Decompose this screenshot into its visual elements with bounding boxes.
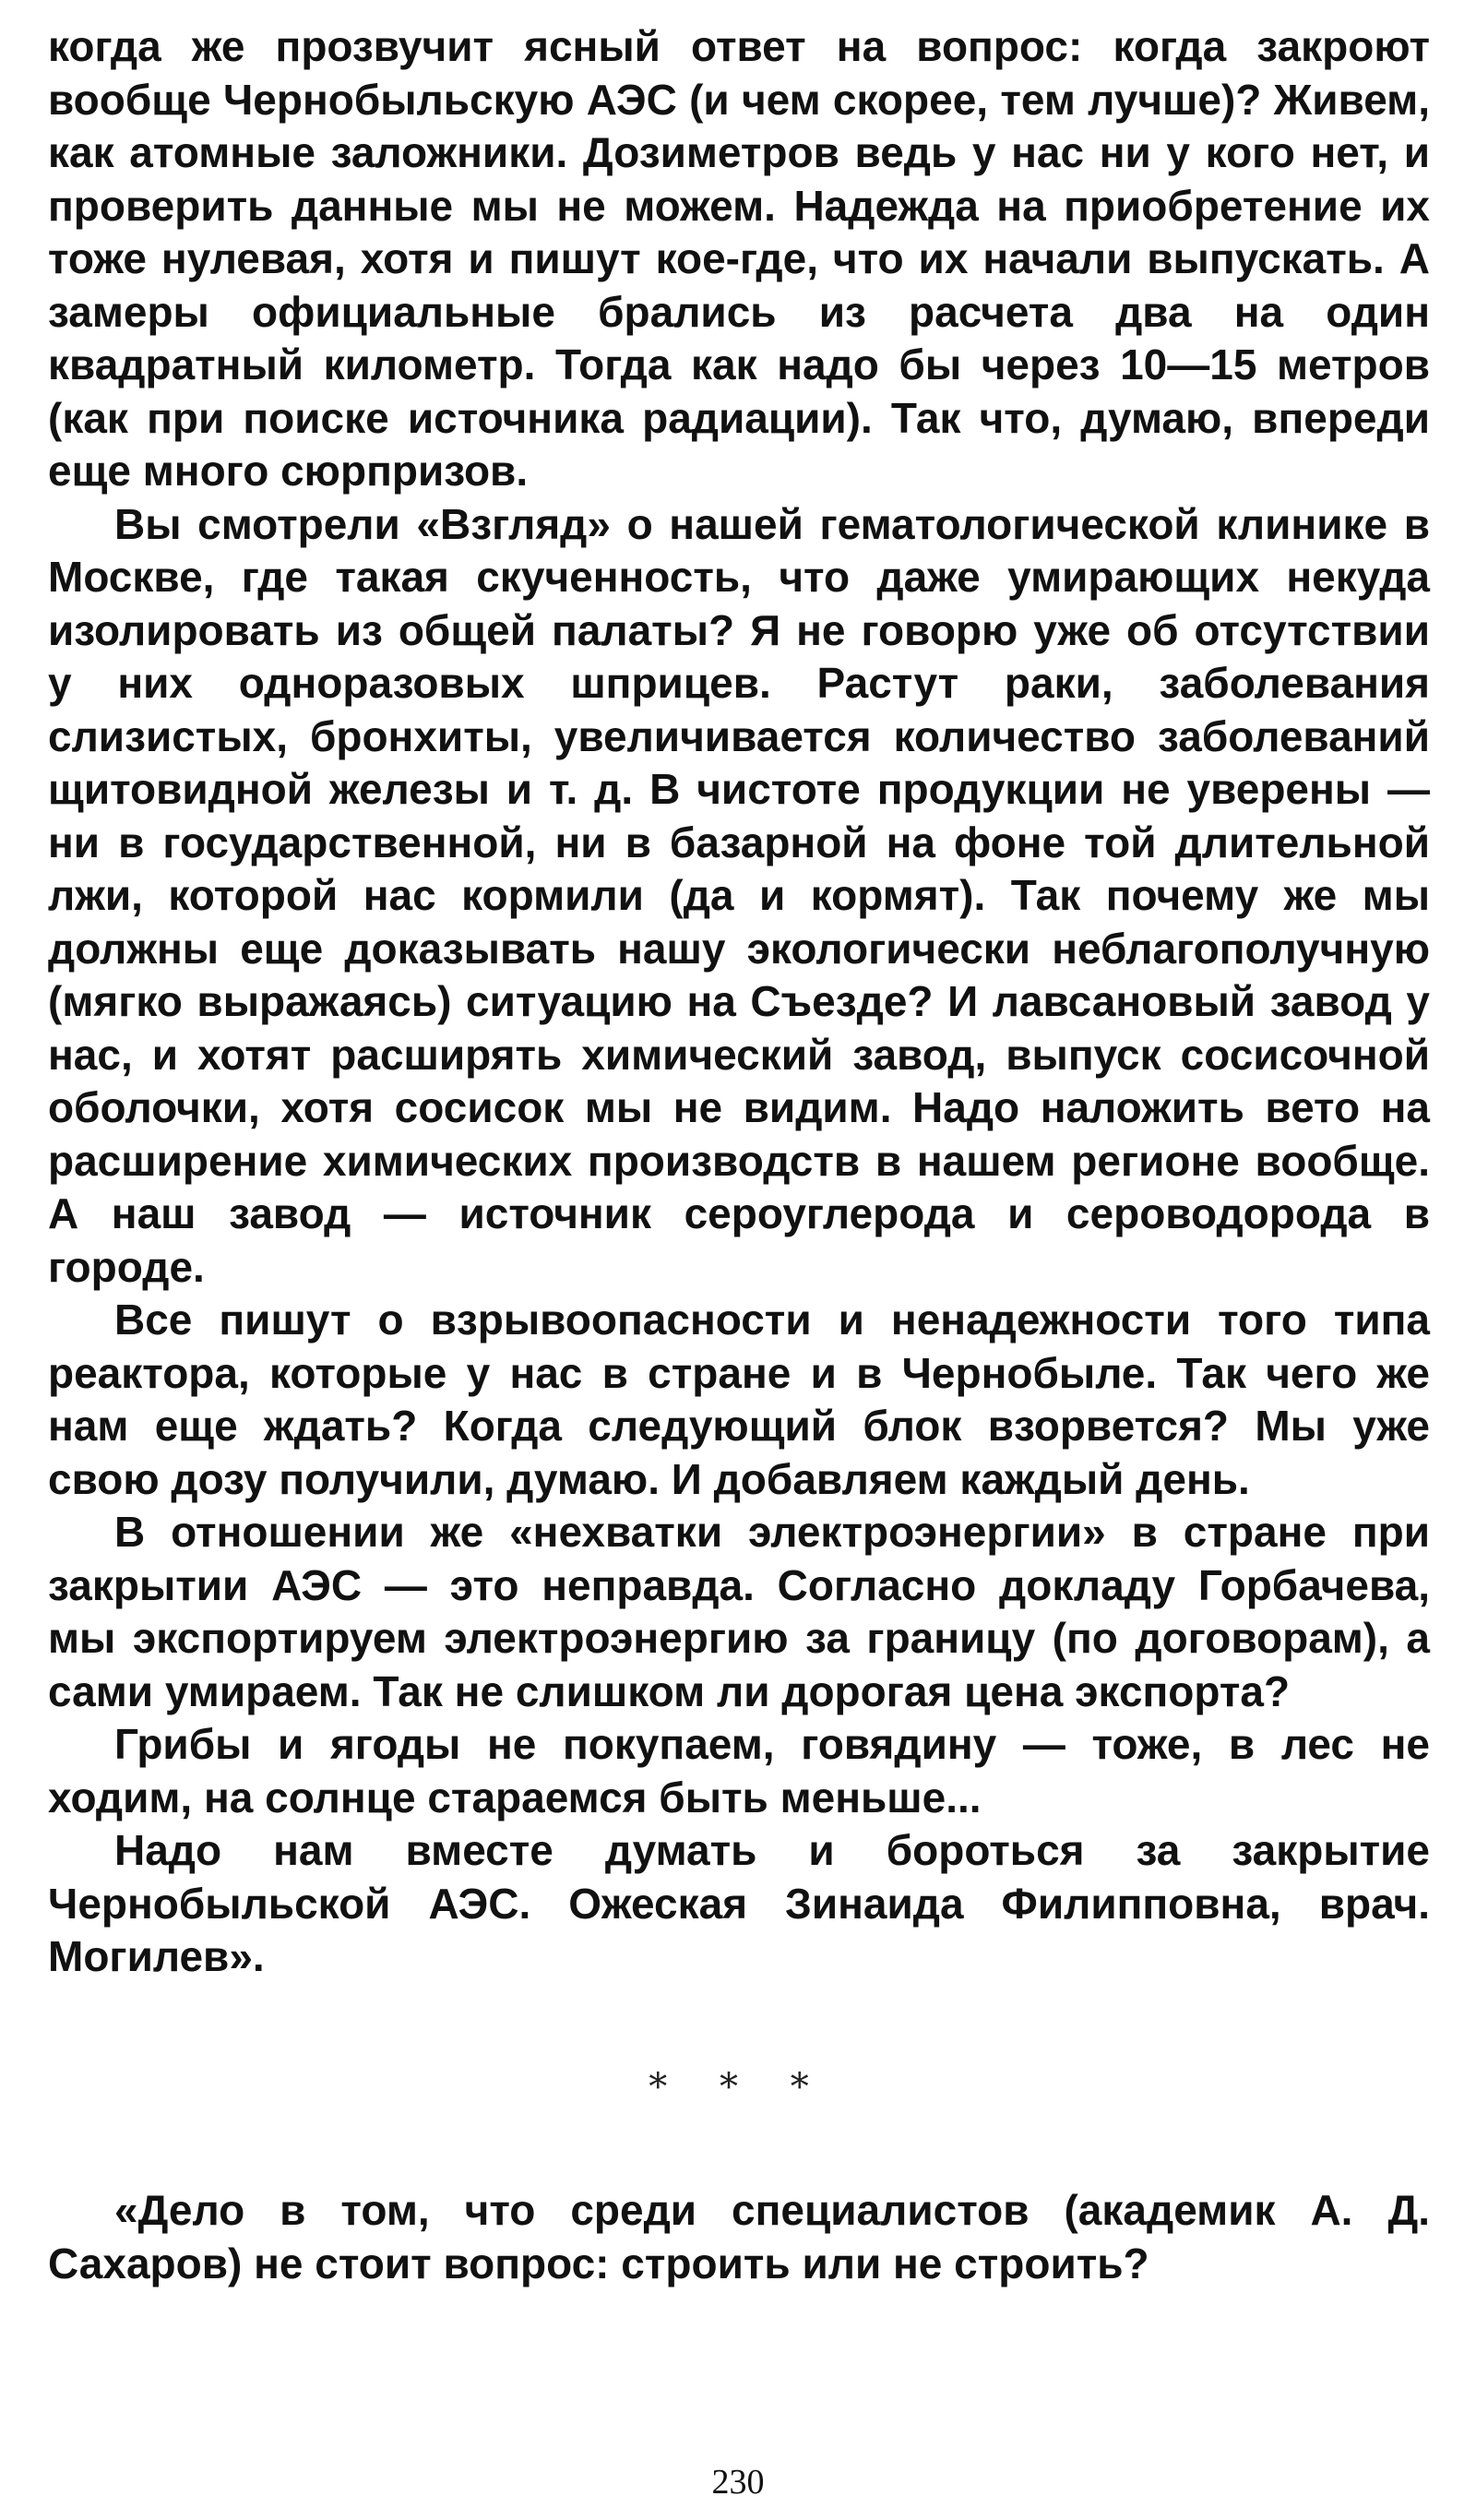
paragraph-5: Грибы и ягоды не покупаем, говядину — тоже, в лес не ходим, на солнце стараемся быть меньше... [48, 1720, 1430, 1821]
page-number: 230 [711, 2463, 765, 2502]
paragraph-2: Вы смотрели «Взгляд» о нашей гематологической клинике в Москве, где такая скученность, что даже умирающих некуда изолировать из общей палаты? Я не говорю уже об отсутствии у них одноразовых шприцев. Растут раки, заболевания слизистых, бронхиты, увеличивается количество заболеваний щитовидной железы и т. д. В чистоте продукции не уверены — ни в государственной, ни в базарной на фоне той длительной лжи, которой нас кормили (да и кормят). Так почему же мы должны еще доказывать нашу экологически неблагополучную (мягко выражаясь) ситуацию на Съезде? И лавсановый завод у нас, и хотят расширять химический завод, выпуск сосисочной оболочки, хотя сосисок мы не видим. Надо наложить вето на расширение химических производств в нашем регионе вообще. А наш завод — источник сероуглерода и сероводорода в городе. [48, 499, 1430, 1291]
paragraph-6: Надо нам вместе думать и бороться за закрытие Чернобыльской АЭС. Ожеская Зинаида Филипповна, врач. Могилев». [48, 1826, 1430, 1980]
section-separator: * * * [649, 2065, 829, 2108]
paragraph-7: «Дело в том, что среди специалистов (академик А. Д. Сахаров) не стоит вопрос: строить или не строить? [48, 2186, 1430, 2287]
paragraph-3: Все пишут о взрывоопасности и ненадежности того типа реактора, которые у нас в стране и в Чернобыле. Так чего же нам еще ждать? Когда следующий блок взорвется? Мы уже свою дозу получили, думаю. И добавляем каждый день. [48, 1296, 1430, 1503]
page-text [48, 20, 1430, 2290]
paragraph-1: когда же прозвучит ясный ответ на вопрос: когда закроют вообще Чернобыльскую АЭС (и чем скорее, тем лучше)? Живем, как атомные заложники. Дозиметров ведь у нас ни у кого нет, и проверить данные мы не можем. Надежда на приобретение их тоже нулевая, хотя и пишут кое-где, что их начали выпускать. А замеры официальные брались из расчета два на один квадратный километр. Тогда как надо бы через 10—15 метров (как при поиске источника радиации). Так что, думаю, впереди еще много сюрпризов. [48, 22, 1430, 495]
paragraph-4: В отношении же «нехватки электроэнергии» в стране при закрытии АЭС — это неправда. Согласно докладу Горбачева, мы экспортируем электроэнергию за границу (по договорам), а сами умираем. Так не слишком ли дорогая цена экспорта? [48, 1508, 1430, 1715]
